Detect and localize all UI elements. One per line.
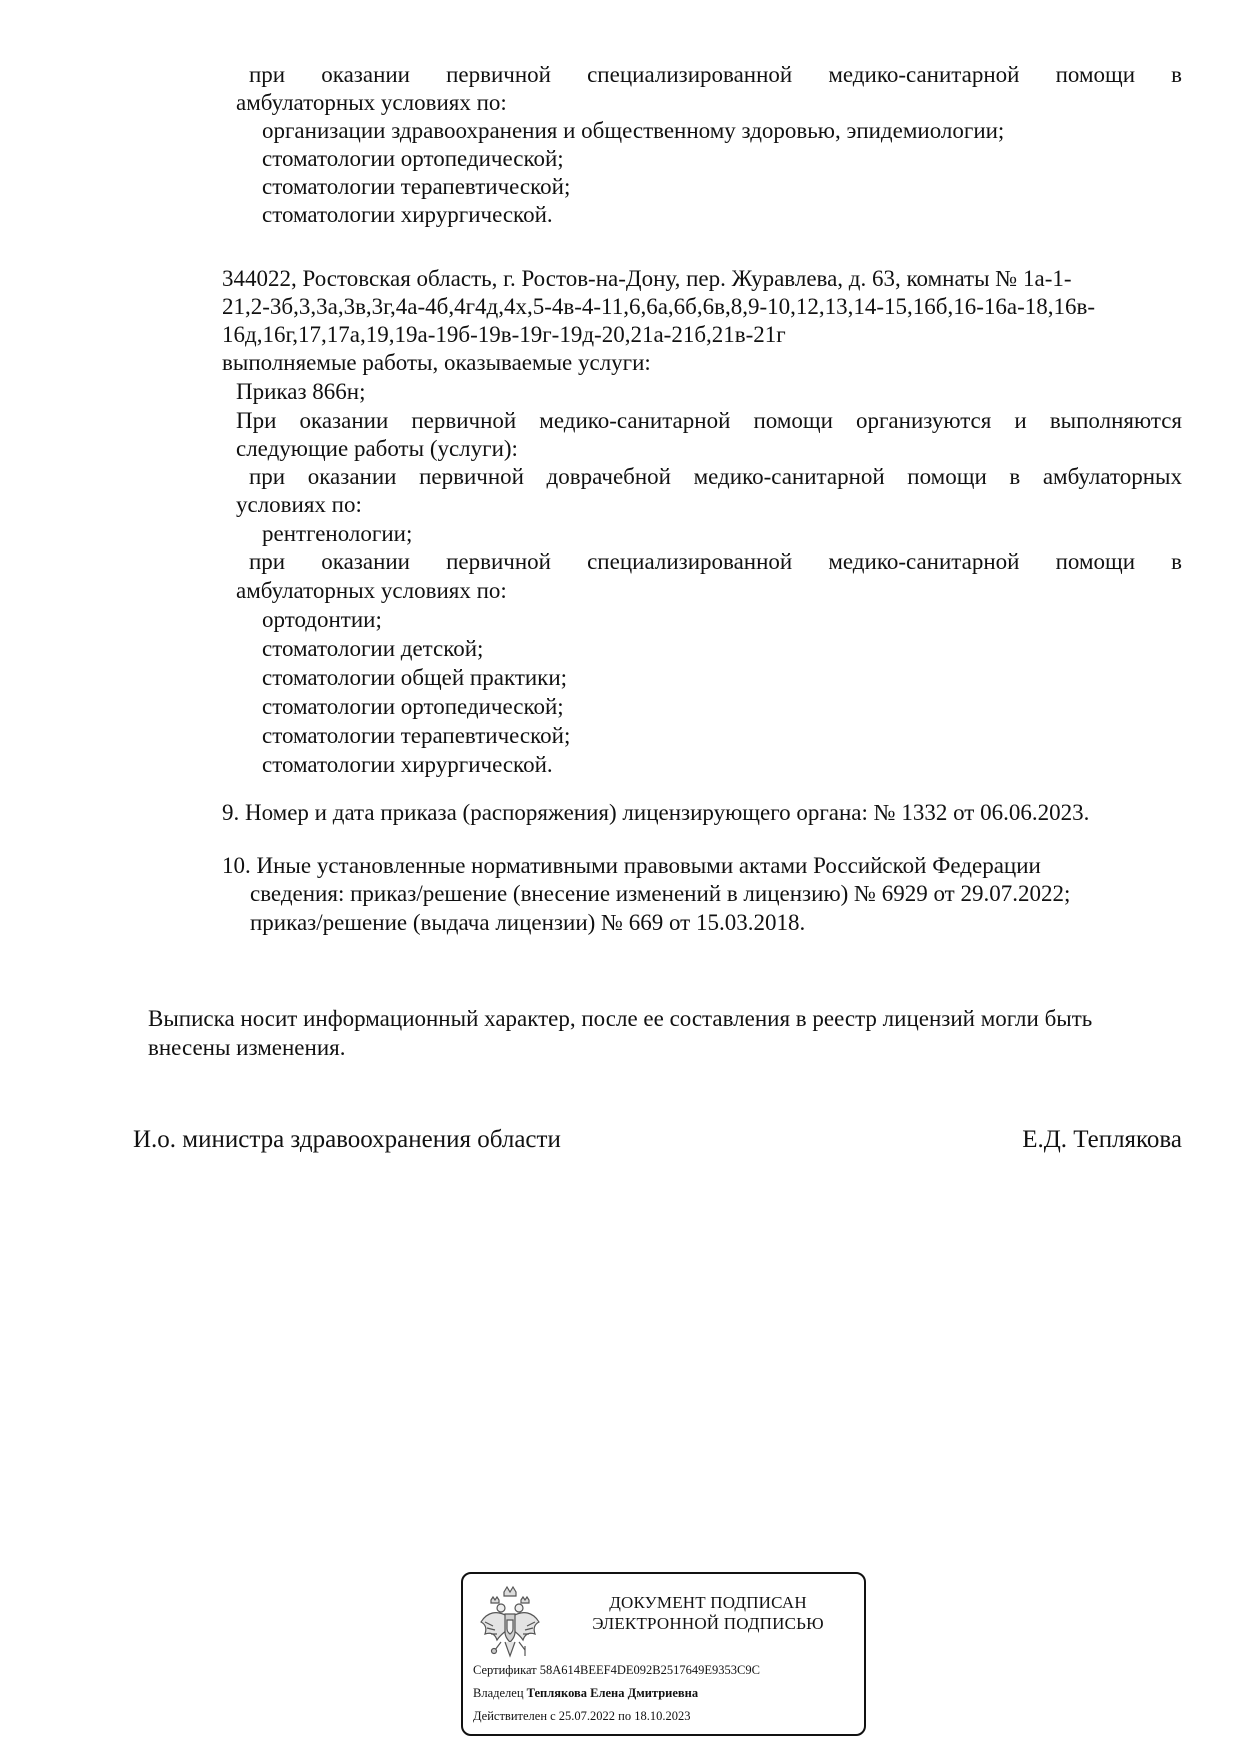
address-line: 21,2-3б,3,3а,3в,3г,4а-4б,4г4д,4х,5-4в-4-11,6,6а,6б,6в,8,9-10,12,13,14-15,16б,16-16а-18,16в- <box>222 294 1096 319</box>
stamp-cert-value: 58A614BEEF4DE092B2517649E9353C9C <box>539 1663 760 1677</box>
text-line: при оказании первичной специализированной медико-санитарной помощи в <box>249 62 1182 87</box>
item-9: 9. Номер и дата приказа (распоряжения) лицензирующего органа: № 1332 от 06.06.2023. <box>222 800 1090 825</box>
text-line: стоматологии детской; <box>262 636 484 661</box>
text-line: следующие работы (услуги): <box>236 436 518 461</box>
note-line: внесены изменения. <box>148 1035 346 1060</box>
text-line: стоматологии общей практики; <box>262 665 568 690</box>
stamp-owner-label: Владелец <box>473 1686 524 1700</box>
address-line: 344022, Ростовская область, г. Ростов-на-Дону, пер. Журавлева, д. 63, комнаты № 1а-1- <box>222 266 1072 291</box>
text-line: При оказании первичной медико-санитарной помощи организуются и выполняются <box>236 408 1182 433</box>
stamp-certificate <box>473 1662 760 1678</box>
text-line: стоматологии терапевтической; <box>262 174 571 199</box>
text-line: организации здравоохранения и общественному здоровью, эпидемиологии; <box>262 118 1005 143</box>
text-line: Приказ 866н; <box>236 379 366 404</box>
text-line: амбулаторных условиях по: <box>236 90 507 115</box>
signatory-name: Е.Д. Теплякова <box>1022 1126 1182 1153</box>
text-line: приказ/решение (выдача лицензии) № 669 от 15.03.2018. <box>250 910 806 935</box>
signatory-position: И.о. министра здравоохранения области <box>133 1126 561 1153</box>
text-line: стоматологии терапевтической; <box>262 723 571 748</box>
text-line: при оказании первичной доврачебной медико-санитарной помощи в амбулаторных <box>249 464 1182 489</box>
text-line: условиях по: <box>236 492 362 517</box>
stamp-title <box>563 1592 853 1634</box>
stamp-title-line-1: ДОКУМЕНТ ПОДПИСАН <box>609 1593 807 1612</box>
electronic-signature-stamp <box>461 1572 866 1736</box>
item-10: 10. Иные установленные нормативными правовыми актами Российской Федерации <box>222 853 1041 878</box>
text-line: стоматологии ортопедической; <box>262 694 564 719</box>
address-line: 16д,16г,17,17а,19,19а-19б-19в-19г-19д-20,21а-21б,21в-21г <box>222 322 786 347</box>
russian-coat-of-arms-icon <box>477 1582 543 1662</box>
stamp-owner-value: Теплякова Елена Дмитриевна <box>526 1686 699 1700</box>
stamp-cert-label: Сертификат <box>473 1663 537 1677</box>
text-line: при оказании первичной специализированной медико-санитарной помощи в <box>249 549 1182 574</box>
text-line: стоматологии хирургической. <box>262 752 553 777</box>
text-line: стоматологии ортопедической; <box>262 146 564 171</box>
stamp-title-line-2: ЭЛЕКТРОННОЙ ПОДПИСЬЮ <box>592 1614 824 1633</box>
text-line: выполняемые работы, оказываемые услуги: <box>222 350 651 375</box>
text-line: амбулаторных условиях по: <box>236 578 507 603</box>
stamp-owner <box>473 1685 698 1701</box>
stamp-validity: Действителен с 25.07.2022 по 18.10.2023 <box>473 1709 691 1723</box>
text-line: стоматологии хирургической. <box>262 202 553 227</box>
text-line: сведения: приказ/решение (внесение изменений в лицензию) № 6929 от 29.07.2022; <box>250 881 1071 906</box>
note-line: Выписка носит информационный характер, после ее составления в реестр лицензий могли быть <box>148 1006 1093 1031</box>
text-line: ортодонтии; <box>262 607 382 632</box>
text-line: рентгенологии; <box>262 521 413 546</box>
